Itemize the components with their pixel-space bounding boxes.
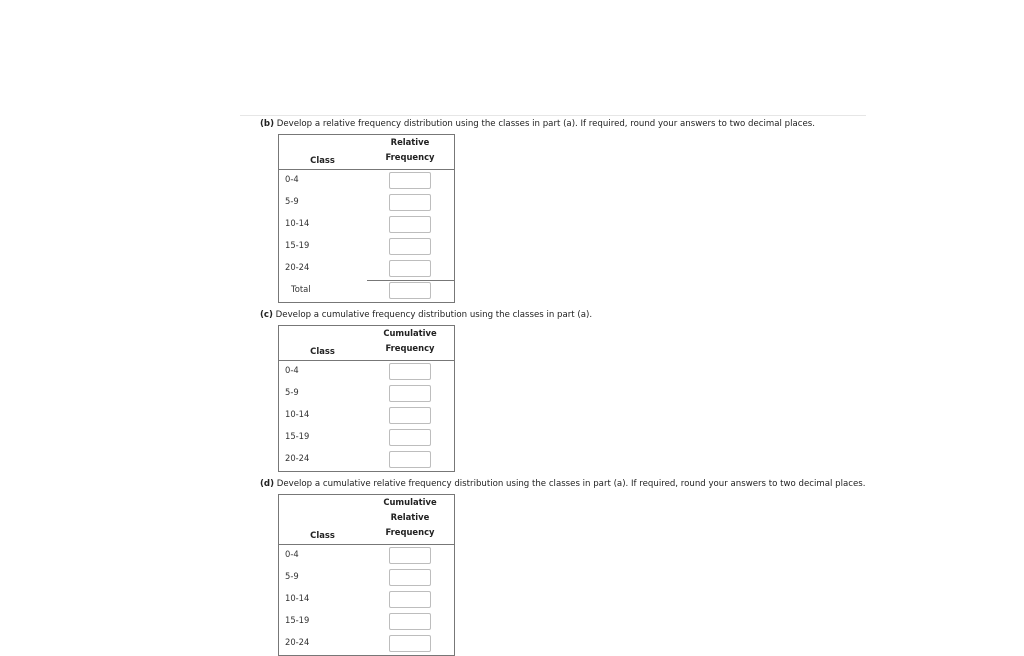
table-header: [279, 135, 454, 170]
table-row: [279, 633, 454, 655]
header-frequency-line: Relative: [390, 512, 430, 522]
table-header: [279, 495, 454, 545]
class-label: 20-24: [285, 262, 310, 272]
cumulative-frequency-input[interactable]: [389, 385, 431, 402]
table-row: [279, 427, 454, 449]
class-label: 15-19: [285, 615, 310, 625]
table-row: [279, 258, 454, 280]
header-class: Class: [310, 530, 335, 540]
table-row: [279, 170, 454, 192]
table-row: [279, 383, 454, 405]
header-frequency-line: Cumulative: [383, 328, 437, 338]
class-label: 15-19: [285, 240, 310, 250]
table-row: [279, 611, 454, 633]
total-input[interactable]: [389, 282, 431, 299]
section-divider: [240, 115, 866, 116]
table-row: [279, 236, 454, 258]
part-b-label: (b): [260, 119, 275, 129]
part-c-label: (c): [260, 310, 273, 320]
part-c-text: Develop a cumulative frequency distribution using the classes in part (a).: [272, 310, 593, 320]
part-c-prompt: [260, 310, 592, 320]
table-row: [279, 449, 454, 471]
cumulative-frequency-table: [278, 325, 455, 472]
part-d-prompt: [260, 479, 865, 489]
header-frequency-line: Cumulative: [383, 497, 437, 507]
cumulative-relative-frequency-input[interactable]: [389, 635, 431, 652]
cumulative-frequency-input[interactable]: [389, 429, 431, 446]
table-row: [279, 214, 454, 236]
cumulative-frequency-input[interactable]: [389, 407, 431, 424]
total-row: [279, 280, 454, 302]
class-label: 20-24: [285, 453, 310, 463]
class-label: 10-14: [285, 409, 310, 419]
class-label: 0-4: [285, 174, 299, 184]
class-label: 5-9: [285, 571, 299, 581]
class-label: 0-4: [285, 365, 299, 375]
total-label: Total: [291, 284, 311, 294]
cumulative-relative-frequency-input[interactable]: [389, 591, 431, 608]
relative-frequency-input[interactable]: [389, 216, 431, 233]
header-frequency: [366, 326, 454, 356]
relative-frequency-input[interactable]: [389, 238, 431, 255]
header-frequency-line: Relative: [390, 137, 430, 147]
part-b-prompt: [260, 119, 815, 129]
cumulative-relative-frequency-input[interactable]: [389, 547, 431, 564]
table-row: [279, 545, 454, 567]
relative-frequency-table: [278, 134, 455, 303]
class-label: 5-9: [285, 387, 299, 397]
header-frequency-line: Frequency: [385, 527, 435, 537]
cumulative-frequency-input[interactable]: [389, 451, 431, 468]
relative-frequency-input[interactable]: [389, 260, 431, 277]
header-frequency-line: Frequency: [385, 152, 435, 162]
cumulative-frequency-input[interactable]: [389, 363, 431, 380]
table-row: [279, 567, 454, 589]
table-row: [279, 405, 454, 427]
total-divider: [367, 280, 454, 281]
header-frequency: [366, 495, 454, 540]
part-b-text: Develop a relative frequency distribution using the classes in part (a). If required, round your answers to two decimal places.: [274, 119, 815, 129]
table-row: [279, 589, 454, 611]
header-frequency: [366, 135, 454, 165]
header-frequency-line: Frequency: [385, 343, 435, 353]
class-label: 15-19: [285, 431, 310, 441]
class-label: 10-14: [285, 593, 310, 603]
class-label: 20-24: [285, 637, 310, 647]
table-row: [279, 192, 454, 214]
cumulative-relative-frequency-input[interactable]: [389, 613, 431, 630]
cumulative-relative-frequency-input[interactable]: [389, 569, 431, 586]
part-d-label: (d): [260, 479, 275, 489]
class-label: 5-9: [285, 196, 299, 206]
table-row: [279, 361, 454, 383]
cumulative-relative-frequency-table: [278, 494, 455, 656]
relative-frequency-input[interactable]: [389, 172, 431, 189]
relative-frequency-input[interactable]: [389, 194, 431, 211]
class-label: 0-4: [285, 549, 299, 559]
header-class: Class: [310, 346, 335, 356]
table-header: [279, 326, 454, 361]
class-label: 10-14: [285, 218, 310, 228]
header-class: Class: [310, 155, 335, 165]
part-d-text: Develop a cumulative relative frequency distribution using the classes in part (a). If required, round your answers to two decimal places.: [274, 479, 866, 489]
